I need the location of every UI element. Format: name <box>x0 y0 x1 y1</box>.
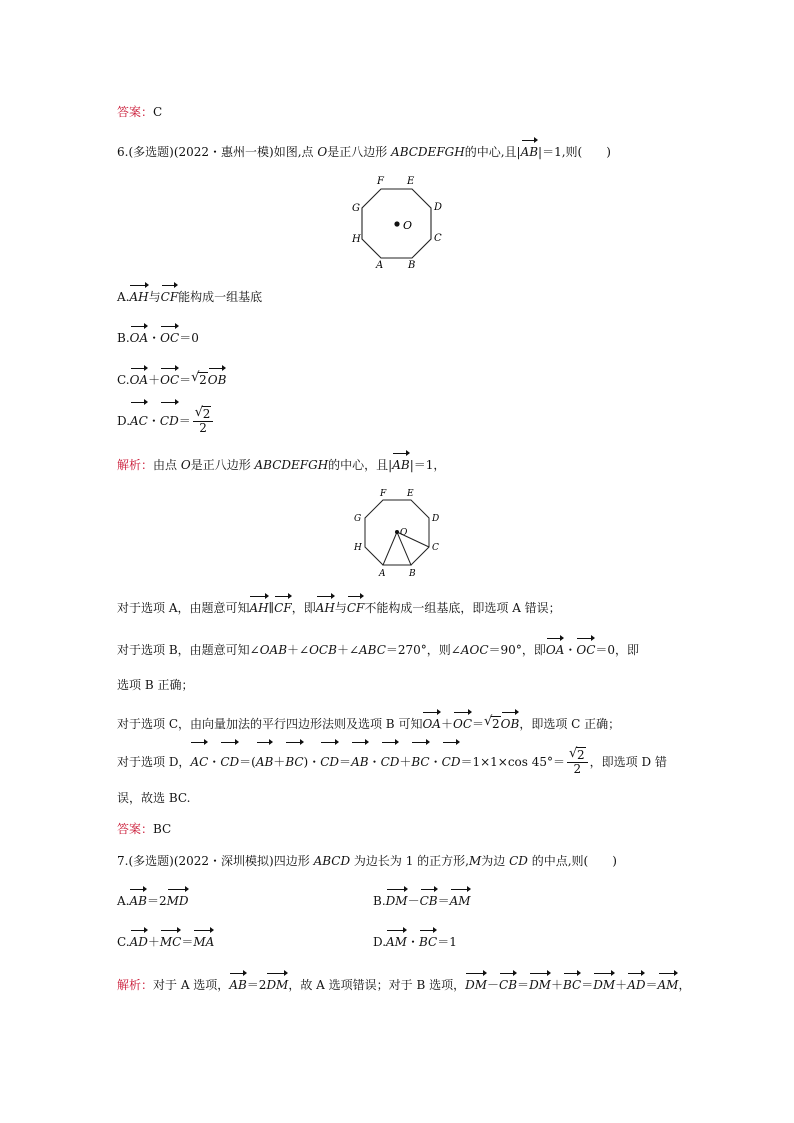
vector: CB <box>420 891 438 909</box>
label-a: A <box>376 260 384 271</box>
stem-text: 为边长为 1 的正方形, <box>350 854 469 868</box>
stem-text: CD <box>509 854 528 868</box>
text: ，故 A 选项错误；对于 B 选项， <box>288 978 466 992</box>
vector: AD <box>627 975 645 993</box>
option-text: － <box>407 894 420 908</box>
label-f: F <box>377 176 384 187</box>
text: 对于选项 D， <box>117 755 191 769</box>
vector: OA <box>130 328 149 346</box>
fraction-numerator: 2 <box>577 748 585 762</box>
text: 由点 <box>153 458 181 472</box>
text: 对于 A 选项， <box>153 978 230 992</box>
vector: OB <box>501 714 520 732</box>
text: ・ <box>429 755 442 769</box>
vector: OA <box>422 714 441 732</box>
vector: CD <box>442 744 461 778</box>
text: 对于选项 A，由题意可知 <box>117 601 250 615</box>
text: O <box>180 458 191 472</box>
answer-value: C <box>153 105 163 119</box>
question-source: (2022・惠州一模) <box>173 145 274 159</box>
label-b: B <box>408 260 416 271</box>
vector: BC <box>411 744 429 778</box>
text: OAB <box>259 643 288 657</box>
text: ＝( <box>239 755 256 769</box>
analysis-7 <box>117 975 690 993</box>
label-d: D <box>432 514 440 524</box>
vector: BC <box>563 975 581 993</box>
option-7d <box>373 932 457 950</box>
sqrt-value: 2 <box>199 373 207 387</box>
answer-value: BC <box>153 822 172 836</box>
fraction-denominator: 2 <box>199 421 207 435</box>
text: ＋∠ <box>287 643 310 657</box>
vector: BC <box>285 744 303 778</box>
text: 对于选项 C，由向量加法的平行四边形法则及选项 B 可知 <box>117 717 423 731</box>
text: ・ <box>208 755 221 769</box>
sqrt: √ 2 <box>191 370 207 387</box>
option-6c <box>117 370 226 388</box>
label-h: H <box>352 234 361 245</box>
option-text: ＝ <box>178 414 191 428</box>
vector: DM <box>593 975 615 993</box>
vector-ab: AB <box>521 142 538 160</box>
option-text: ＝0 <box>179 331 199 345</box>
analysis-6-option-b <box>117 640 639 658</box>
option-prefix: C. <box>117 373 130 387</box>
vector: AM <box>658 975 679 993</box>
vector: CF <box>274 598 292 616</box>
center-point <box>395 530 399 534</box>
vector: OC <box>160 328 179 346</box>
text: ＝ <box>645 978 658 992</box>
question-6-stem <box>117 142 611 160</box>
stem-text: 是正八边形 <box>327 145 392 159</box>
text: 对于选项 B，由题意可知∠ <box>117 643 260 657</box>
text: 误，故选 BC. <box>117 791 191 805</box>
option-6a <box>117 287 262 305</box>
option-7b <box>373 891 471 909</box>
label-f: F <box>380 489 387 499</box>
vector: AB <box>256 744 273 778</box>
text: |＝1， <box>409 458 446 472</box>
text: ・ <box>368 755 381 769</box>
option-prefix: D. <box>373 935 387 949</box>
text: ＝ <box>339 755 352 769</box>
option-text: ・ <box>148 331 161 345</box>
analysis-6-option-a <box>117 598 561 616</box>
label-g: G <box>354 514 362 524</box>
vector: AM <box>450 891 471 909</box>
vector: MC <box>160 932 181 950</box>
text: ，即选项 C 正确； <box>519 717 621 731</box>
option-text: ＝ <box>437 894 450 908</box>
vector: AD <box>130 932 148 950</box>
option-7a <box>117 891 189 909</box>
fraction-denominator: 2 <box>573 762 582 776</box>
text: ，即选项 D 错 <box>589 755 667 769</box>
sqrt: √ 2 <box>484 714 500 731</box>
fraction: √ 2 2 <box>567 749 588 776</box>
vector: DM <box>529 975 551 993</box>
label-b: B <box>409 569 416 579</box>
stem-text: |＝1,则( ) <box>538 145 611 159</box>
point-o: O <box>317 145 328 159</box>
text: ＝0，即 <box>595 643 640 657</box>
question-tag: (多选题) <box>128 145 174 159</box>
text: ， <box>678 978 691 992</box>
vector: AH <box>249 598 268 616</box>
label-c: C <box>434 233 442 244</box>
previous-answer <box>117 104 162 120</box>
text: ＝ <box>517 978 530 992</box>
vector: AH <box>129 287 148 305</box>
question-tag: (多选题) <box>128 854 174 868</box>
option-prefix: B. <box>117 331 130 345</box>
vector: AB <box>229 975 246 993</box>
text: ＋ <box>615 978 628 992</box>
label-o: O <box>403 219 413 232</box>
vector: AB <box>392 455 409 473</box>
stem-text: 四边形 <box>273 854 314 868</box>
fraction-numerator: 2 <box>202 407 211 421</box>
text: ＋ <box>440 717 453 731</box>
vector: AB <box>351 744 368 778</box>
stem-text: 的中心,且| <box>464 145 521 159</box>
stem-text: 的中点,则( ) <box>527 854 617 868</box>
octagon-figure-2 <box>345 484 449 580</box>
answer-label: 答案： <box>117 822 154 836</box>
analysis-label: 解析： <box>117 978 154 992</box>
vector: CF <box>347 598 365 616</box>
vector: OC <box>453 714 472 732</box>
label-e: E <box>407 489 414 499</box>
stem-text: 如图,点 <box>273 145 318 159</box>
option-text: ＝ <box>181 935 194 949</box>
option-prefix: D. <box>117 414 131 428</box>
text: 选项 B 正确； <box>117 678 194 692</box>
option-text: ＝1 <box>437 935 457 949</box>
text: ＋ <box>399 755 412 769</box>
text: ，即 <box>291 601 316 615</box>
vector: CB <box>499 975 517 993</box>
question-number: 7. <box>117 854 129 868</box>
vector: AC <box>190 744 208 778</box>
question-7-stem <box>117 853 617 869</box>
label-d: D <box>434 202 443 213</box>
answer-label: 答案： <box>117 105 154 119</box>
sqrt-value: 2 <box>492 717 500 731</box>
option-text: ＝2 <box>146 894 167 908</box>
option-text: ＝ <box>179 373 192 387</box>
vector: CD <box>220 744 239 778</box>
vector: OA <box>130 370 149 388</box>
stem-text: 为边 <box>481 854 510 868</box>
vector: DM <box>465 975 487 993</box>
option-text: ＋ <box>148 373 161 387</box>
text: ＝1×1×cos 45°＝ <box>460 755 566 769</box>
option-prefix: C. <box>117 935 130 949</box>
option-text: ＋ <box>147 935 160 949</box>
analysis-6-option-d <box>117 744 667 778</box>
answer-6 <box>117 821 171 837</box>
analysis-label: 解析： <box>117 458 154 472</box>
text: ＋ <box>550 978 563 992</box>
fraction: √ 2 2 <box>193 408 214 435</box>
label-h: H <box>354 543 362 553</box>
vector: DM <box>386 891 408 909</box>
text: ＝ <box>472 717 485 731</box>
text: － <box>487 978 500 992</box>
label-e: E <box>407 176 415 187</box>
vector: CD <box>320 744 339 778</box>
option-7c <box>117 932 214 950</box>
option-prefix: A. <box>117 894 130 908</box>
text: )・ <box>303 755 321 769</box>
text: ∥ <box>268 601 275 615</box>
vector: AC <box>130 404 148 436</box>
text: ＝2 <box>246 978 267 992</box>
label-a: A <box>379 569 386 579</box>
stem-text: M <box>468 854 482 868</box>
option-text: 与 <box>148 290 161 304</box>
option-text: 能构成一组基底 <box>178 290 263 304</box>
text: 与 <box>334 601 347 615</box>
vector: MA <box>193 932 214 950</box>
option-6d <box>117 404 215 436</box>
vector: OC <box>576 640 595 658</box>
vector: MD <box>167 891 189 909</box>
center-point <box>394 221 399 226</box>
analysis-6-option-b-cont <box>117 677 193 693</box>
label-g: G <box>352 203 360 214</box>
text: AOC <box>460 643 489 657</box>
text: 不能构成一组基底，即选项 A 错误； <box>364 601 561 615</box>
option-prefix: A. <box>117 290 130 304</box>
option-prefix: B. <box>373 894 386 908</box>
text: ＝ <box>581 978 594 992</box>
analysis-6-intro <box>117 455 445 473</box>
vector: OB <box>208 370 227 388</box>
vector: AB <box>129 891 146 909</box>
vector: DM <box>266 975 288 993</box>
label-c: C <box>432 543 439 553</box>
vector: AH <box>316 598 335 616</box>
text: ＋∠ <box>336 643 359 657</box>
vector: OA <box>546 640 565 658</box>
option-text: ・ <box>147 414 160 428</box>
vector: CD <box>381 744 400 778</box>
text: ＝270°，则∠ <box>385 643 461 657</box>
stem-text: ABCD <box>313 854 351 868</box>
label-o: O <box>400 528 408 538</box>
analysis-6-option-d-cont <box>117 790 190 806</box>
text: ABCDEFGH <box>254 458 329 472</box>
option-text: ・ <box>406 935 419 949</box>
text: OCB <box>309 643 337 657</box>
text: ・ <box>564 643 577 657</box>
text: 的中心，且| <box>328 458 393 472</box>
question-number: 6. <box>117 145 129 159</box>
text: ＝90°，即 <box>488 643 546 657</box>
octagon-figure <box>345 170 449 274</box>
octagon-name: ABCDEFGH <box>391 145 465 159</box>
question-source: (2022・深圳模拟) <box>173 854 274 868</box>
text: ＋ <box>273 755 286 769</box>
text: ABC <box>359 643 386 657</box>
vector: CF <box>161 287 179 305</box>
vector: OC <box>160 370 179 388</box>
vector: BC <box>419 932 437 950</box>
analysis-6-option-c <box>117 714 620 732</box>
vector: CD <box>160 404 179 436</box>
text: 是正八边形 <box>190 458 255 472</box>
vector: AM <box>386 932 407 950</box>
option-6b <box>117 328 199 346</box>
